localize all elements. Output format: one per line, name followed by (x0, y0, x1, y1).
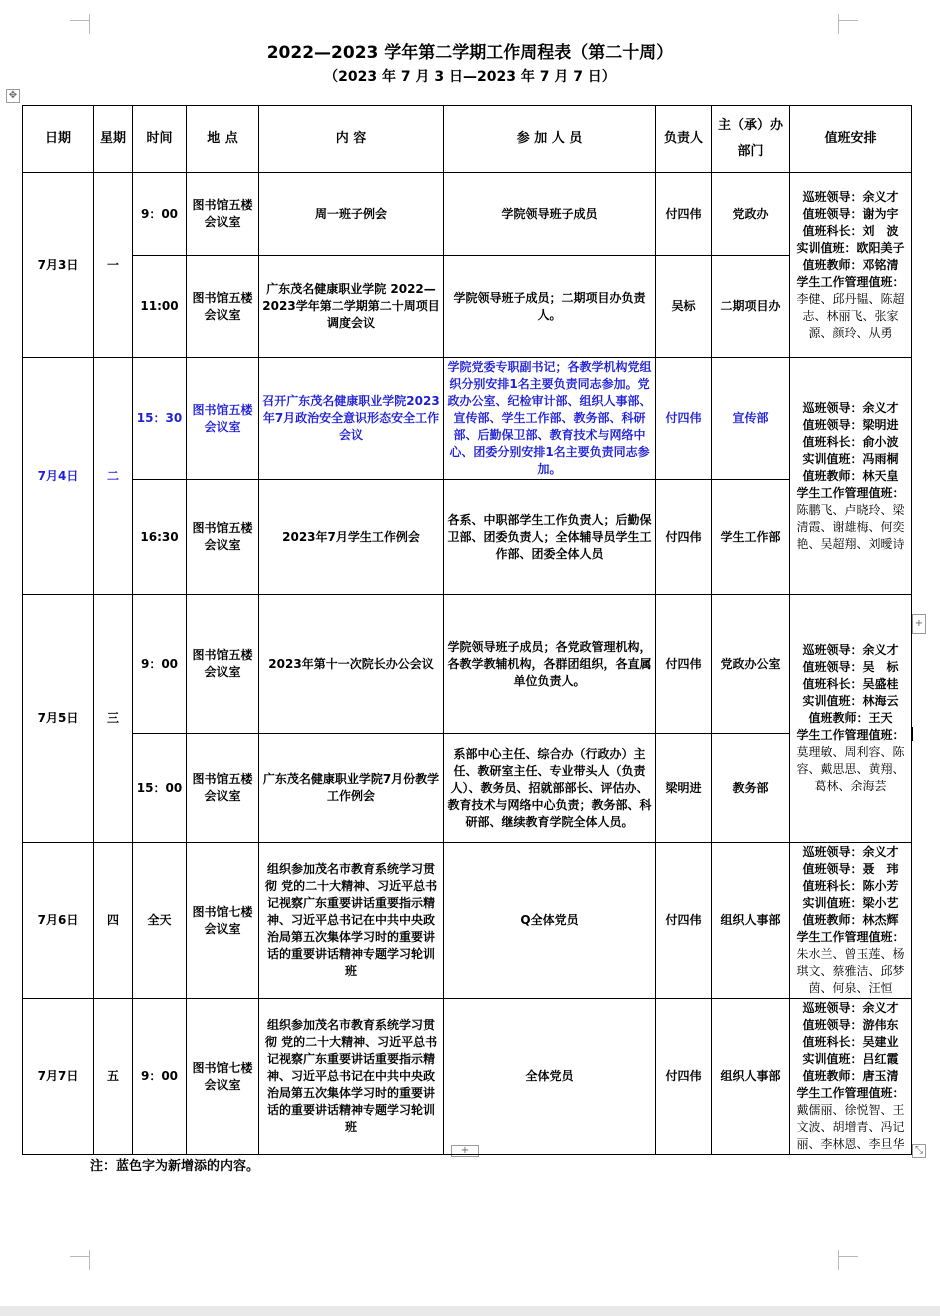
participants-cell: 学院领导班子成员；二期项目办负责人。 (444, 256, 656, 358)
time-cell: 9：00 (133, 595, 187, 734)
dept-cell: 组织人事部 (712, 999, 790, 1155)
table-row (23, 999, 912, 1155)
duty-training: 实训值班：欧阳美子 (796, 240, 905, 255)
duty-leader: 值班领导：游伟东 (802, 1018, 899, 1032)
duty-training: 实训值班：林海云 (802, 694, 899, 708)
participants-cell: 系部中心主任、综合办（行政办）主任、教研室主任、专业带头人（负责人）、教务员、招就部部长、评估办、教育技术与网络中心负责；教务部、科研部、继续教育学院全体人员。 (444, 734, 656, 843)
dept-cell: 组织人事部 (712, 843, 790, 999)
time-cell: 16:30 (133, 480, 187, 595)
content-cell: 组织参加茂名市教育系统学习贯彻 党的二十大精神、习近平总书记视察广东重要讲话重要指示精神、习近平总书记在中共中央政治局第五次集体学习时的重要讲话的重要讲话精神专题学习轮训班 (259, 999, 444, 1155)
header-content: 内 容 (259, 106, 444, 173)
dept-cell: 党政办 (712, 173, 790, 256)
footnote: 注：蓝色字为新增添的内容。 (90, 1159, 260, 1174)
place-cell: 图书馆五楼会议室 (187, 480, 259, 595)
content-cell: 组织参加茂名市教育系统学习贯彻 党的二十大精神、习近平总书记视察广东重要讲话重要指示精神、习近平总书记在中共中央政治局第五次集体学习时的重要讲话的重要讲话精神专题学习轮训班 (259, 843, 444, 999)
crop-mark (89, 14, 90, 34)
crop-mark (838, 20, 858, 21)
duty-cell (790, 595, 912, 843)
participants-cell: 各系、中职部学生工作负责人；后勤保卫部、团委负责人；全体辅导员学生工作部、团委全体人员 (444, 480, 656, 595)
duty-leader: 值班领导：谢为宇 (802, 206, 899, 221)
duty-student-label: 学生工作管理值班： (796, 728, 905, 742)
duty-teacher: 值班教师：邓铭清 (802, 257, 899, 272)
header-leader: 负责人 (656, 106, 712, 173)
duty-section: 值班科长：刘 波 (802, 223, 899, 238)
date-cell: 7月7日 (23, 999, 94, 1155)
duty-student-names: 陈鹏飞、卢晓玲、梁清霞、谢雄梅、何奕艳、吴超翔、刘曖诗 (796, 502, 905, 551)
content-cell: 广东茂名健康职业学院7月份教学工作例会 (259, 734, 444, 843)
time-cell: 全天 (133, 843, 187, 999)
duty-section: 值班科长：俞小波 (802, 434, 899, 449)
date-cell: 7月3日 (23, 173, 94, 358)
table-row (23, 734, 912, 843)
crop-mark (838, 1256, 858, 1257)
weekday-cell: 四 (94, 843, 133, 999)
weekday-cell: 三 (94, 595, 133, 843)
duty-teacher: 值班教师：王天 (808, 711, 893, 725)
crop-mark (89, 1250, 90, 1270)
date-cell: 7月6日 (23, 843, 94, 999)
duty-training: 实训值班：吕红霞 (802, 1052, 899, 1066)
add-column-plus-icon[interactable]: + (912, 614, 926, 634)
duty-training: 实训值班：冯雨桐 (802, 451, 899, 466)
header-row (23, 106, 912, 173)
duty-cell (790, 358, 912, 595)
duty-student-names: 戴儒丽、徐悦智、王文波、胡增青、冯记丽、李林恩、李旦华 (796, 1103, 905, 1151)
place-cell: 图书馆五楼会议室 (187, 595, 259, 734)
leader-cell: 付四伟 (656, 480, 712, 595)
duty-cell (790, 999, 912, 1155)
dept-cell: 党政办公室 (712, 595, 790, 734)
leader-cell: 梁明进 (656, 734, 712, 843)
header-date: 日期 (23, 106, 94, 173)
leader-cell: 付四伟 (656, 843, 712, 999)
participants-cell: 学院领导班子成员 (444, 173, 656, 256)
duty-section: 值班科长：吴建业 (802, 1035, 899, 1049)
time-cell: 9：00 (133, 999, 187, 1155)
crop-mark (70, 1256, 90, 1257)
content-cell: 2023年第十一次院长办公会议 (259, 595, 444, 734)
time-cell: 15：30 (133, 358, 187, 480)
header-weekday: 星期 (94, 106, 133, 173)
dept-cell: 二期项目办 (712, 256, 790, 358)
duty-patrol: 巡班领导：余义才 (802, 1001, 899, 1015)
table-row (23, 358, 912, 480)
content-cell: 召开广东茂名健康职业学院2023年7月政治安全意识形态安全工作会议 (259, 358, 444, 480)
table-row (23, 256, 912, 358)
duty-student-label: 学生工作管理值班： (796, 930, 905, 944)
duty-cell (790, 843, 912, 999)
duty-student-names: 李健、邱丹韫、陈超志、林丽飞、张家源、颜玲、从勇 (796, 291, 905, 340)
duty-student-label: 学生工作管理值班： (796, 1086, 905, 1100)
place-cell: 图书馆五楼会议室 (187, 734, 259, 843)
dept-cell: 学生工作部 (712, 480, 790, 595)
table-row (23, 480, 912, 595)
crop-mark (70, 20, 90, 21)
duty-student-names: 莫理敏、周利容、陈容、戴思思、黄翔、葛林、余海芸 (796, 745, 905, 793)
duty-teacher: 值班教师：林天皇 (802, 468, 899, 483)
weekday-cell: 五 (94, 999, 133, 1155)
dept-cell: 教务部 (712, 734, 790, 843)
duty-patrol: 巡班领导：余义才 (802, 643, 899, 657)
participants-cell: 全体党员 (444, 999, 656, 1155)
leader-cell: 付四伟 (656, 358, 712, 480)
move-handle-icon[interactable]: ✥ (6, 89, 20, 103)
weekday-cell: 一 (94, 173, 133, 358)
table-row (23, 173, 912, 256)
table-row (23, 843, 912, 999)
place-cell: 图书馆七楼会议室 (187, 843, 259, 999)
duty-student-label: 学生工作管理值班： (796, 485, 905, 500)
leader-cell: 付四伟 (656, 595, 712, 734)
table-row (23, 595, 912, 734)
duty-section: 值班科长：吴盛桂 (802, 677, 899, 691)
duty-training: 实训值班：梁小艺 (802, 896, 899, 910)
participants-cell: 学院领导班子成员；各党政管理机构，各教学教辅机构，各群团组织，各直属单位负责人。 (444, 595, 656, 734)
header-time: 时间 (133, 106, 187, 173)
participants-cell: Q全体党员 (444, 843, 656, 999)
header-dept: 主（承）办部门 (712, 106, 790, 173)
duty-leader: 值班领导：聂 玮 (802, 862, 899, 876)
duty-patrol: 巡班领导：余义才 (802, 400, 899, 415)
place-cell: 图书馆五楼会议室 (187, 173, 259, 256)
resize-icon[interactable]: ⤡ (912, 1144, 926, 1158)
time-cell: 11:00 (133, 256, 187, 358)
page-bottom-band (0, 1306, 940, 1316)
duty-section: 值班科长：陈小芳 (802, 879, 899, 893)
duty-leader: 值班领导：梁明进 (802, 417, 899, 432)
date-cell: 7月5日 (23, 595, 94, 843)
document-subtitle: （2023 年 7 月 3 日—2023 年 7 月 7 日） (324, 69, 616, 85)
duty-teacher: 值班教师：唐玉清 (802, 1069, 899, 1083)
time-cell: 15：00 (133, 734, 187, 843)
duty-student-label: 学生工作管理值班： (796, 274, 905, 289)
crop-mark (838, 14, 839, 34)
duty-cell (790, 173, 912, 358)
content-cell: 周一班子例会 (259, 173, 444, 256)
duty-leader: 值班领导：吴 标 (802, 660, 899, 674)
leader-cell: 付四伟 (656, 173, 712, 256)
header-duty: 值班安排 (790, 106, 912, 173)
content-cell: 广东茂名健康职业学院 2022—2023学年第二学期第二十周项目调度会议 (259, 256, 444, 358)
document-title: 2022—2023 学年第二学期工作周程表（第二十周） (266, 43, 674, 63)
header-participants: 参 加 人 员 (444, 106, 656, 173)
header-place: 地 点 (187, 106, 259, 173)
weekday-cell: 二 (94, 358, 133, 595)
schedule-table (22, 105, 912, 1155)
date-cell: 7月4日 (23, 358, 94, 595)
dept-cell: 宣传部 (712, 358, 790, 480)
time-cell: 9：00 (133, 173, 187, 256)
crop-mark (838, 1250, 839, 1270)
place-cell: 图书馆五楼会议室 (187, 256, 259, 358)
duty-student-names: 朱水兰、曾玉莲、杨琪文、蔡雅洁、邱梦茵、何泉、汪恒 (796, 947, 905, 995)
add-row-plus-icon[interactable]: + (451, 1145, 479, 1157)
leader-cell: 吴标 (656, 256, 712, 358)
leader-cell: 付四伟 (656, 999, 712, 1155)
place-cell: 图书馆七楼会议室 (187, 999, 259, 1155)
duty-teacher: 值班教师：林杰辉 (802, 913, 899, 927)
content-cell: 2023年7月学生工作例会 (259, 480, 444, 595)
participants-cell: 学院党委专职副书记；各教学机构党组织分别安排1名主要负责同志参加。党政办公室、纪检审计部、组织人事部、宣传部、学生工作部、教务部、科研部、后勤保卫部、教育技术与网络中心、团委分别安排1名主要负责同志参加。 (444, 358, 656, 480)
duty-patrol: 巡班领导：余义才 (802, 845, 899, 859)
duty-patrol: 巡班领导：余义才 (802, 189, 899, 204)
place-cell: 图书馆五楼会议室 (187, 358, 259, 480)
